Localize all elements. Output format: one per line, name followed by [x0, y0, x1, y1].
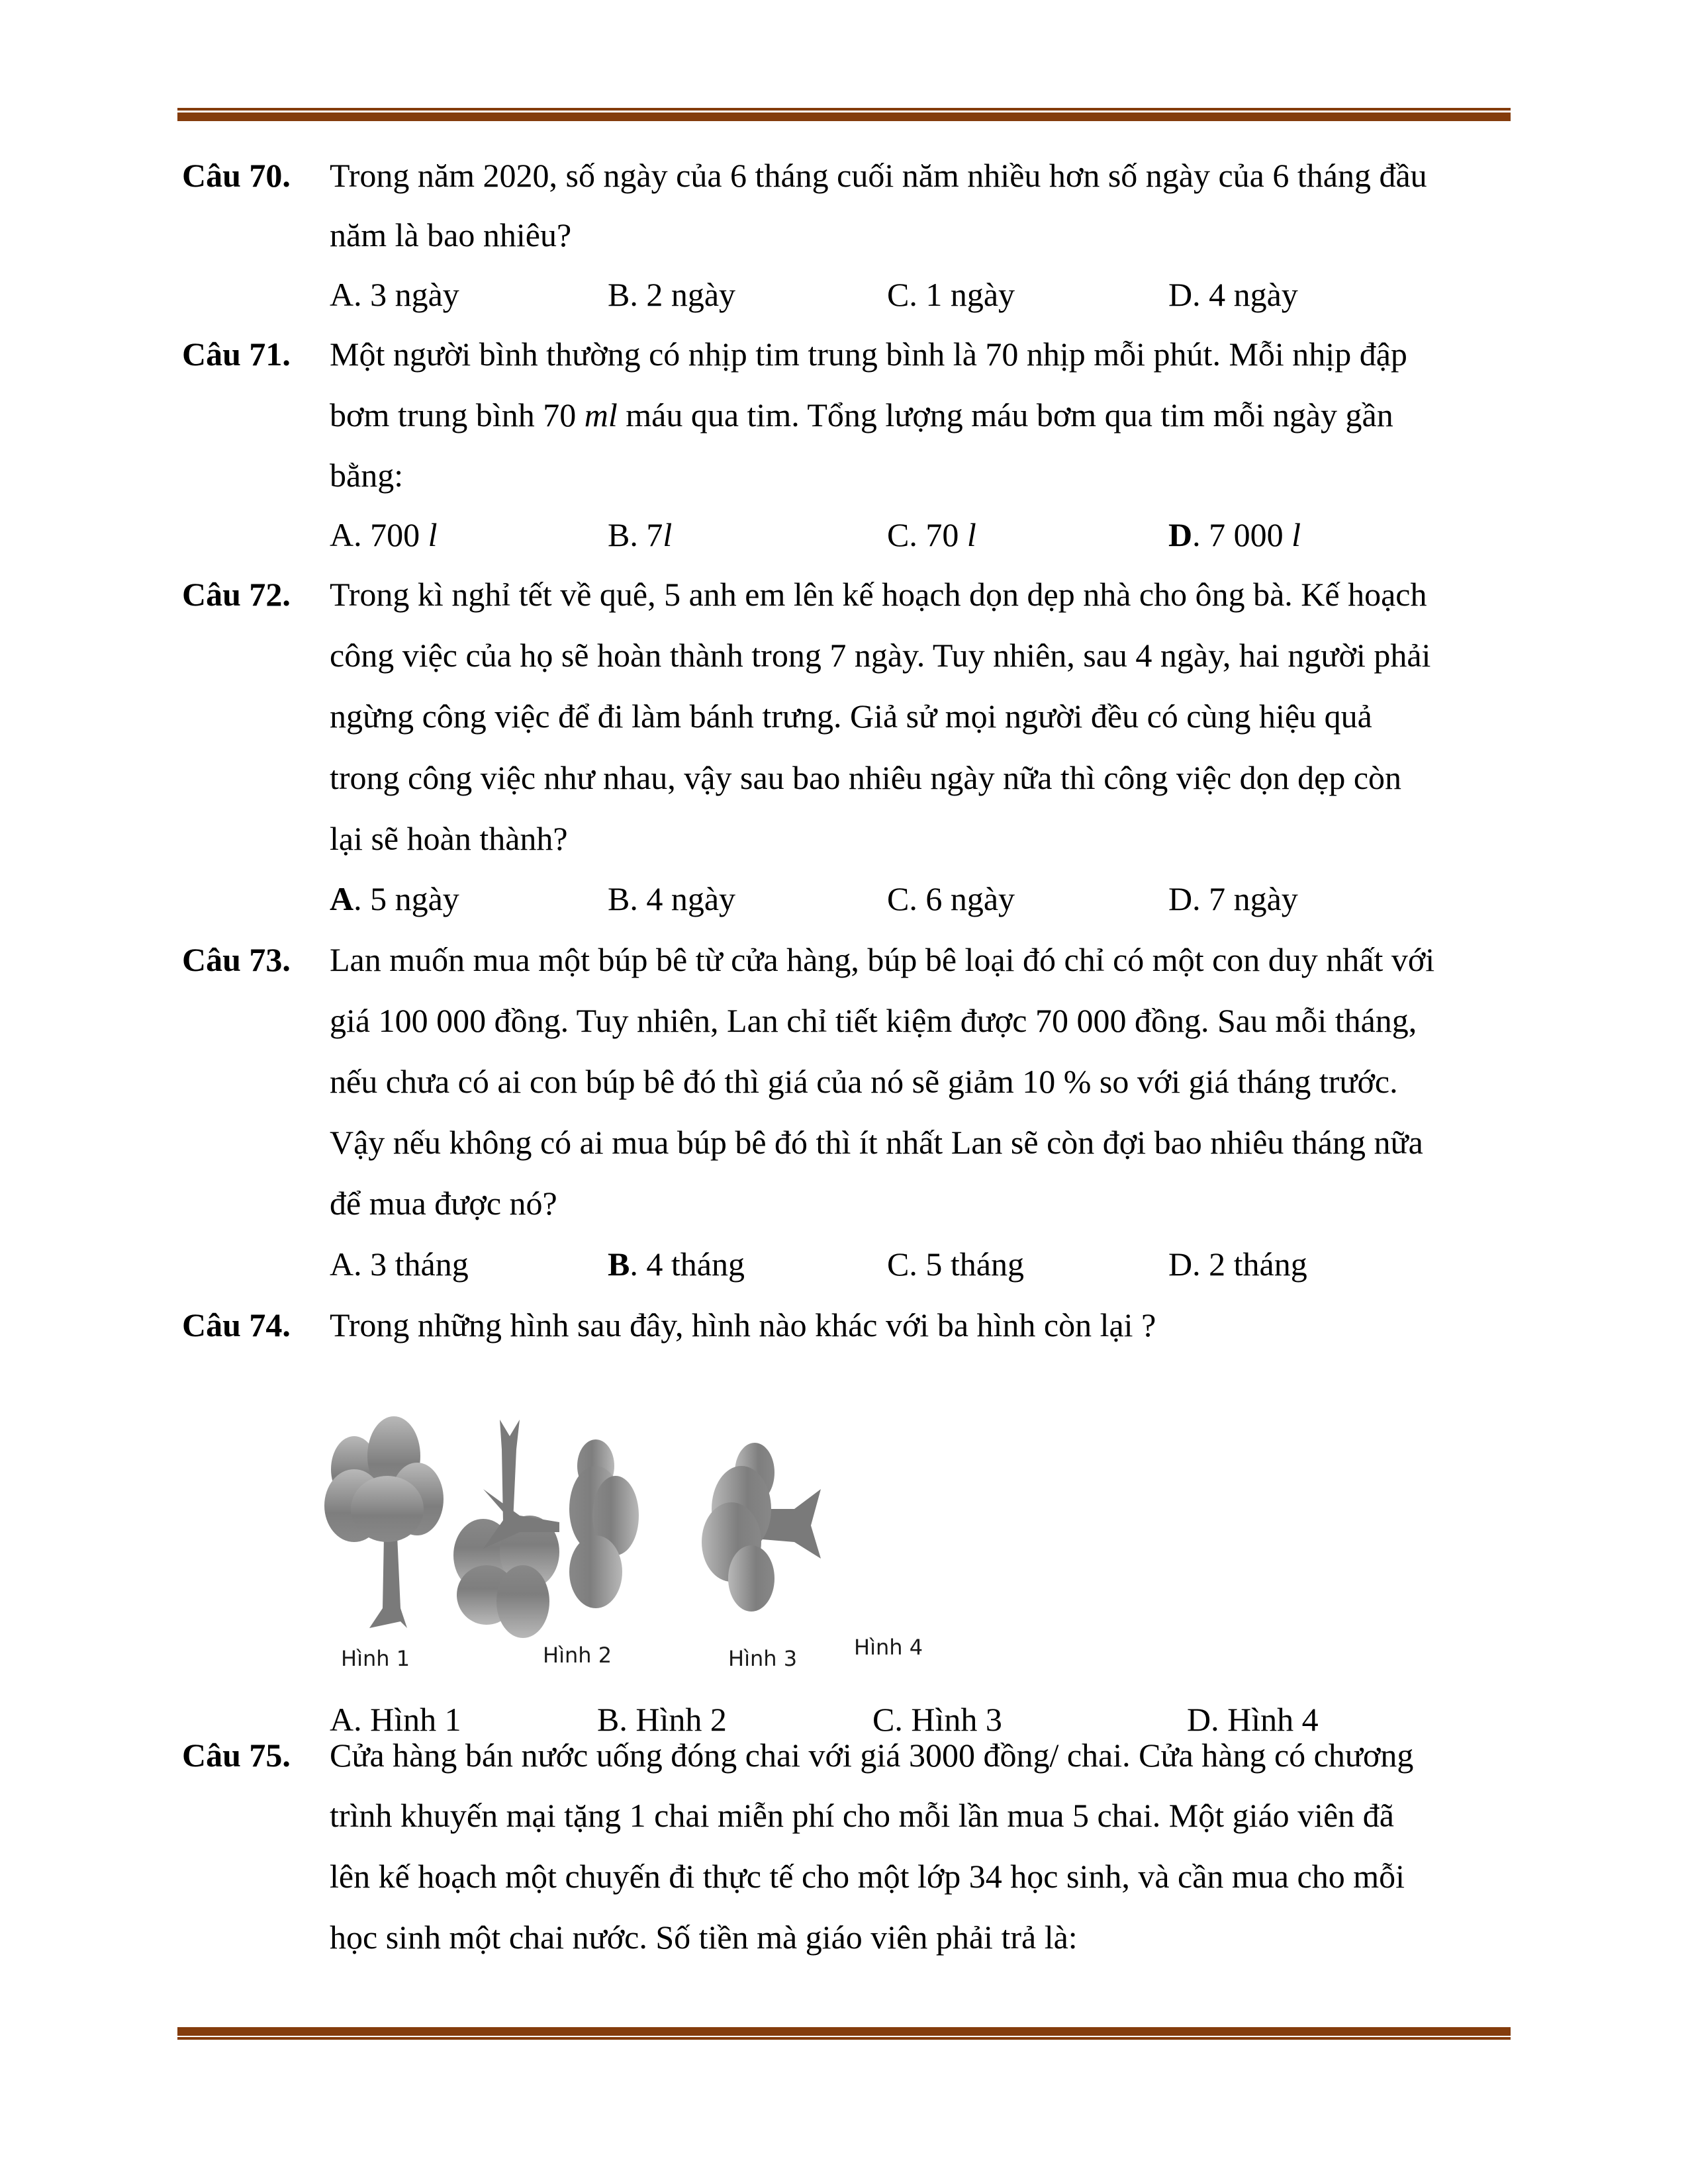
unit-ml: ml [584, 396, 618, 433]
question-number: Câu 74. [182, 1306, 291, 1343]
question-text-line: để mua được nó? [330, 1185, 557, 1222]
option-d: D. Hình 4 [1187, 1701, 1319, 1738]
question-number: Câu 73. [182, 941, 291, 978]
question-number: Câu 75. [182, 1737, 291, 1774]
option-c: C. Hình 3 [872, 1701, 1002, 1738]
question-text-line: Trong kì nghỉ tết về quê, 5 anh em lên kế hoạch dọn dẹp nhà cho ông bà. Kế hoạch [330, 576, 1427, 613]
option-b: B. 2 ngày [608, 276, 736, 313]
option-b: B. 4 tháng [608, 1246, 745, 1283]
figure-label-4: Hình 4 [854, 1635, 923, 1660]
header-rule-thin [177, 108, 1511, 111]
option-c: C. 1 ngày [887, 276, 1015, 313]
question-text-line: học sinh một chai nước. Số tiền mà giáo viên phải trả là: [330, 1919, 1078, 1956]
option-c: C. 5 tháng [887, 1246, 1024, 1283]
tree-figure-1 [324, 1416, 444, 1628]
option-b: B. 7l [608, 516, 673, 553]
option-c: C. 6 ngày [887, 880, 1015, 917]
question-text-line: giá 100 000 đồng. Tuy nhiên, Lan chỉ tiết kiệm được 70 000 đồng. Sau mỗi tháng, [330, 1002, 1417, 1039]
figure-label-3: Hình 3 [728, 1646, 798, 1671]
question-text-line: lên kế hoạch một chuyến đi thực tế cho một lớp 34 học sinh, và cần mua cho mỗi [330, 1858, 1405, 1895]
header-rule-thick [177, 113, 1511, 121]
figure-label-1: Hình 1 [341, 1646, 410, 1671]
footer-rule-thick [177, 2027, 1511, 2036]
question-number: Câu 70. [182, 157, 291, 194]
option-b: B. 4 ngày [608, 880, 736, 917]
question-text-line: trong công việc như nhau, vậy sau bao nhiêu ngày nữa thì công việc dọn dẹp còn [330, 759, 1402, 796]
question-number: Câu 72. [182, 576, 291, 613]
option-a: A. 3 ngày [330, 276, 459, 313]
question-text-line: Trong năm 2020, số ngày của 6 tháng cuối năm nhiều hơn số ngày của 6 tháng đầu [330, 157, 1427, 194]
question-text-line: công việc của họ sẽ hoàn thành trong 7 ngày. Tuy nhiên, sau 4 ngày, hai người phải [330, 637, 1431, 674]
question-text-line: Trong những hình sau đây, hình nào khác với ba hình còn lại ? [330, 1306, 1156, 1343]
question-text-line: nếu chưa có ai con búp bê đó thì giá của nó sẽ giảm 10 % so với giá tháng trước. [330, 1063, 1398, 1100]
figure-label-2: Hình 2 [543, 1643, 612, 1668]
option-d: D. 2 tháng [1168, 1246, 1307, 1283]
footer-rule-thin [177, 2037, 1511, 2040]
question-text-line: Một người bình thường có nhịp tim trung bình là 70 nhịp mỗi phút. Mỗi nhịp đập [330, 336, 1407, 373]
option-b: B. Hình 2 [597, 1701, 727, 1738]
option-a: A. 3 tháng [330, 1246, 469, 1283]
question-text-line: bơm trung bình 70 ml máu qua tim. Tổng lượng máu bơm qua tim mỗi ngày gần [330, 396, 1393, 433]
question-text-line: năm là bao nhiêu? [330, 216, 572, 253]
question-text-line: Lan muốn mua một búp bê từ cửa hàng, búp bê loại đó chỉ có một con duy nhất với [330, 941, 1435, 978]
question-text-line: bằng: [330, 457, 404, 494]
option-a: A. Hình 1 [330, 1701, 461, 1738]
tree-figure-4 [702, 1443, 821, 1612]
question-number: Câu 71. [182, 336, 291, 373]
question-text-line: lại sẽ hoàn thành? [330, 820, 568, 857]
question-text-line: trình khuyến mại tặng 1 chai miễn phí cho mỗi lần mua 5 chai. Một giáo viên đã [330, 1797, 1394, 1834]
question-text-line: ngừng công việc để đi làm bánh trưng. Giả sử mọi người đều có cùng hiệu quả [330, 698, 1372, 735]
tree-figures [318, 1410, 1205, 1688]
option-d: D. 7 000 l [1168, 516, 1301, 553]
option-d: D. 4 ngày [1168, 276, 1298, 313]
option-a: A. 700 l [330, 516, 438, 553]
question-text-line: Cửa hàng bán nước uống đóng chai với giá 3000 đồng/ chai. Cửa hàng có chương [330, 1737, 1414, 1774]
question-text-line: Vậy nếu không có ai mua búp bê đó thì ít nhất Lan sẽ còn đợi bao nhiêu tháng nữa [330, 1124, 1423, 1161]
option-a: A. 5 ngày [330, 880, 459, 917]
option-d: D. 7 ngày [1168, 880, 1298, 917]
option-c: C. 70 l [887, 516, 976, 553]
